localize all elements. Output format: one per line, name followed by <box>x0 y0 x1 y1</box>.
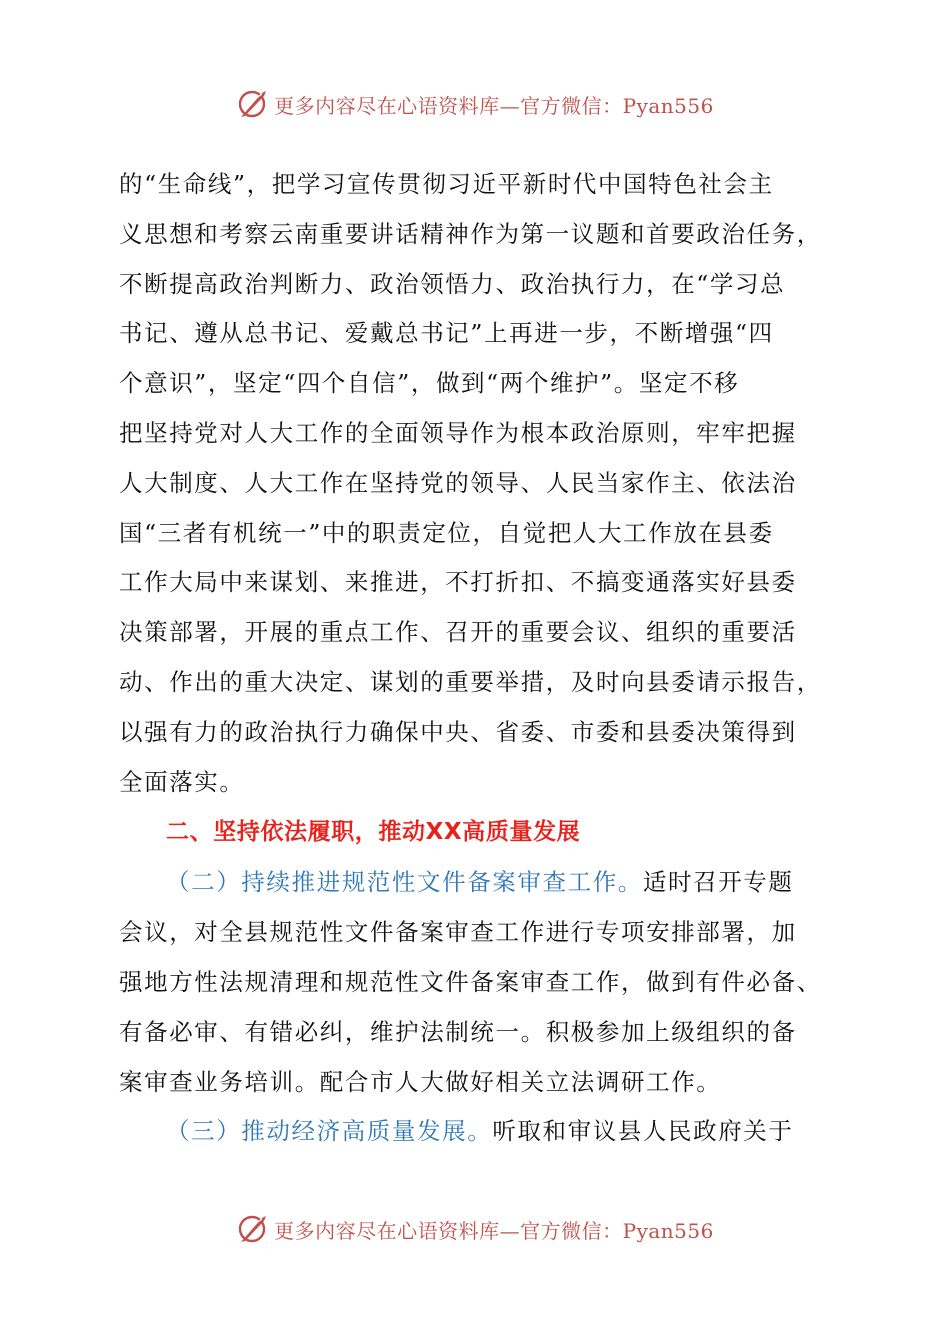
text-line: 国“三者有机统一”中的职责定位，自觉把人大工作放在县委 <box>119 518 774 547</box>
subheading-2: （二）持续推进规范性文件备案审查工作。 <box>166 868 643 897</box>
text-line: 有备必审、有错必纠，维护法制统一。积极参加上级组织的备 <box>119 1017 797 1046</box>
quill-logo-icon <box>236 1212 270 1246</box>
text-line: 动、作出的重大决定、谋划的重要举措，及时向县委请示报告， <box>119 667 822 696</box>
text-line: 不断提高政治判断力、政治领悟力、政治执行力，在“学习总 <box>119 269 786 298</box>
quill-logo-icon <box>236 87 270 121</box>
footer-watermark <box>0 1209 950 1249</box>
text-line <box>119 1107 831 1157</box>
text-line: 个意识”，坚定“四个自信”，做到“两个维护”。坚定不移 <box>119 369 740 398</box>
text-fragment: 适时召开专题 <box>642 868 794 897</box>
subheading-3: （三）推动经济高质量发展。 <box>166 1117 493 1146</box>
paragraph-2 <box>119 858 831 1107</box>
text-line: 以强有力的政治执行力确保中央、省委、市委和县委决策得到 <box>119 717 797 746</box>
text-line: 人大制度、人大工作在坚持党的领导、人民当家作主、依法治 <box>119 468 797 497</box>
text-line: 工作大局中来谋划、来推进，不打折扣、不搞变通落实好县委 <box>119 568 797 597</box>
text-line: 书记、遵从总书记、爱戴总书记”上再进一步，不断增强“四 <box>119 319 774 348</box>
footer-watermark-text: 更多内容尽在心语资料库—官方微信：Pyan556 <box>274 1218 714 1243</box>
text-line: 决策部署，开展的重点工作、召开的重要会议、组织的重要活 <box>119 618 797 647</box>
header-watermark-text: 更多内容尽在心语资料库—官方微信：Pyan556 <box>274 93 714 118</box>
section-heading: 二、坚持依法履职，推动XX高质量发展 <box>166 819 581 846</box>
document-body <box>119 160 831 1157</box>
header-watermark <box>0 84 950 124</box>
text-line: 把坚持党对人大工作的全面领导作为根本政治原则，牢牢把握 <box>119 418 797 447</box>
text-fragment: 听取和审议县人民政府关于 <box>492 1117 794 1146</box>
paragraph-3 <box>119 1107 831 1157</box>
text-line: 会议，对全县规范性文件备案审查工作进行专项安排部署，加 <box>119 918 797 947</box>
text-line: 案审查业务培训。配合市人大做好相关立法调研工作。 <box>119 1067 722 1096</box>
paragraph-1 <box>119 160 831 807</box>
text-line <box>119 858 831 908</box>
text-line: 强地方性法规清理和规范性文件备案审查工作，做到有件必备、 <box>119 967 822 996</box>
text-line: 的“生命线”，把学习宣传贯彻习近平新时代中国特色社会主 <box>119 170 774 198</box>
text-line: 全面落实。 <box>119 767 245 796</box>
text-line: 义思想和考察云南重要讲话精神作为第一议题和首要政治任务， <box>119 219 822 248</box>
